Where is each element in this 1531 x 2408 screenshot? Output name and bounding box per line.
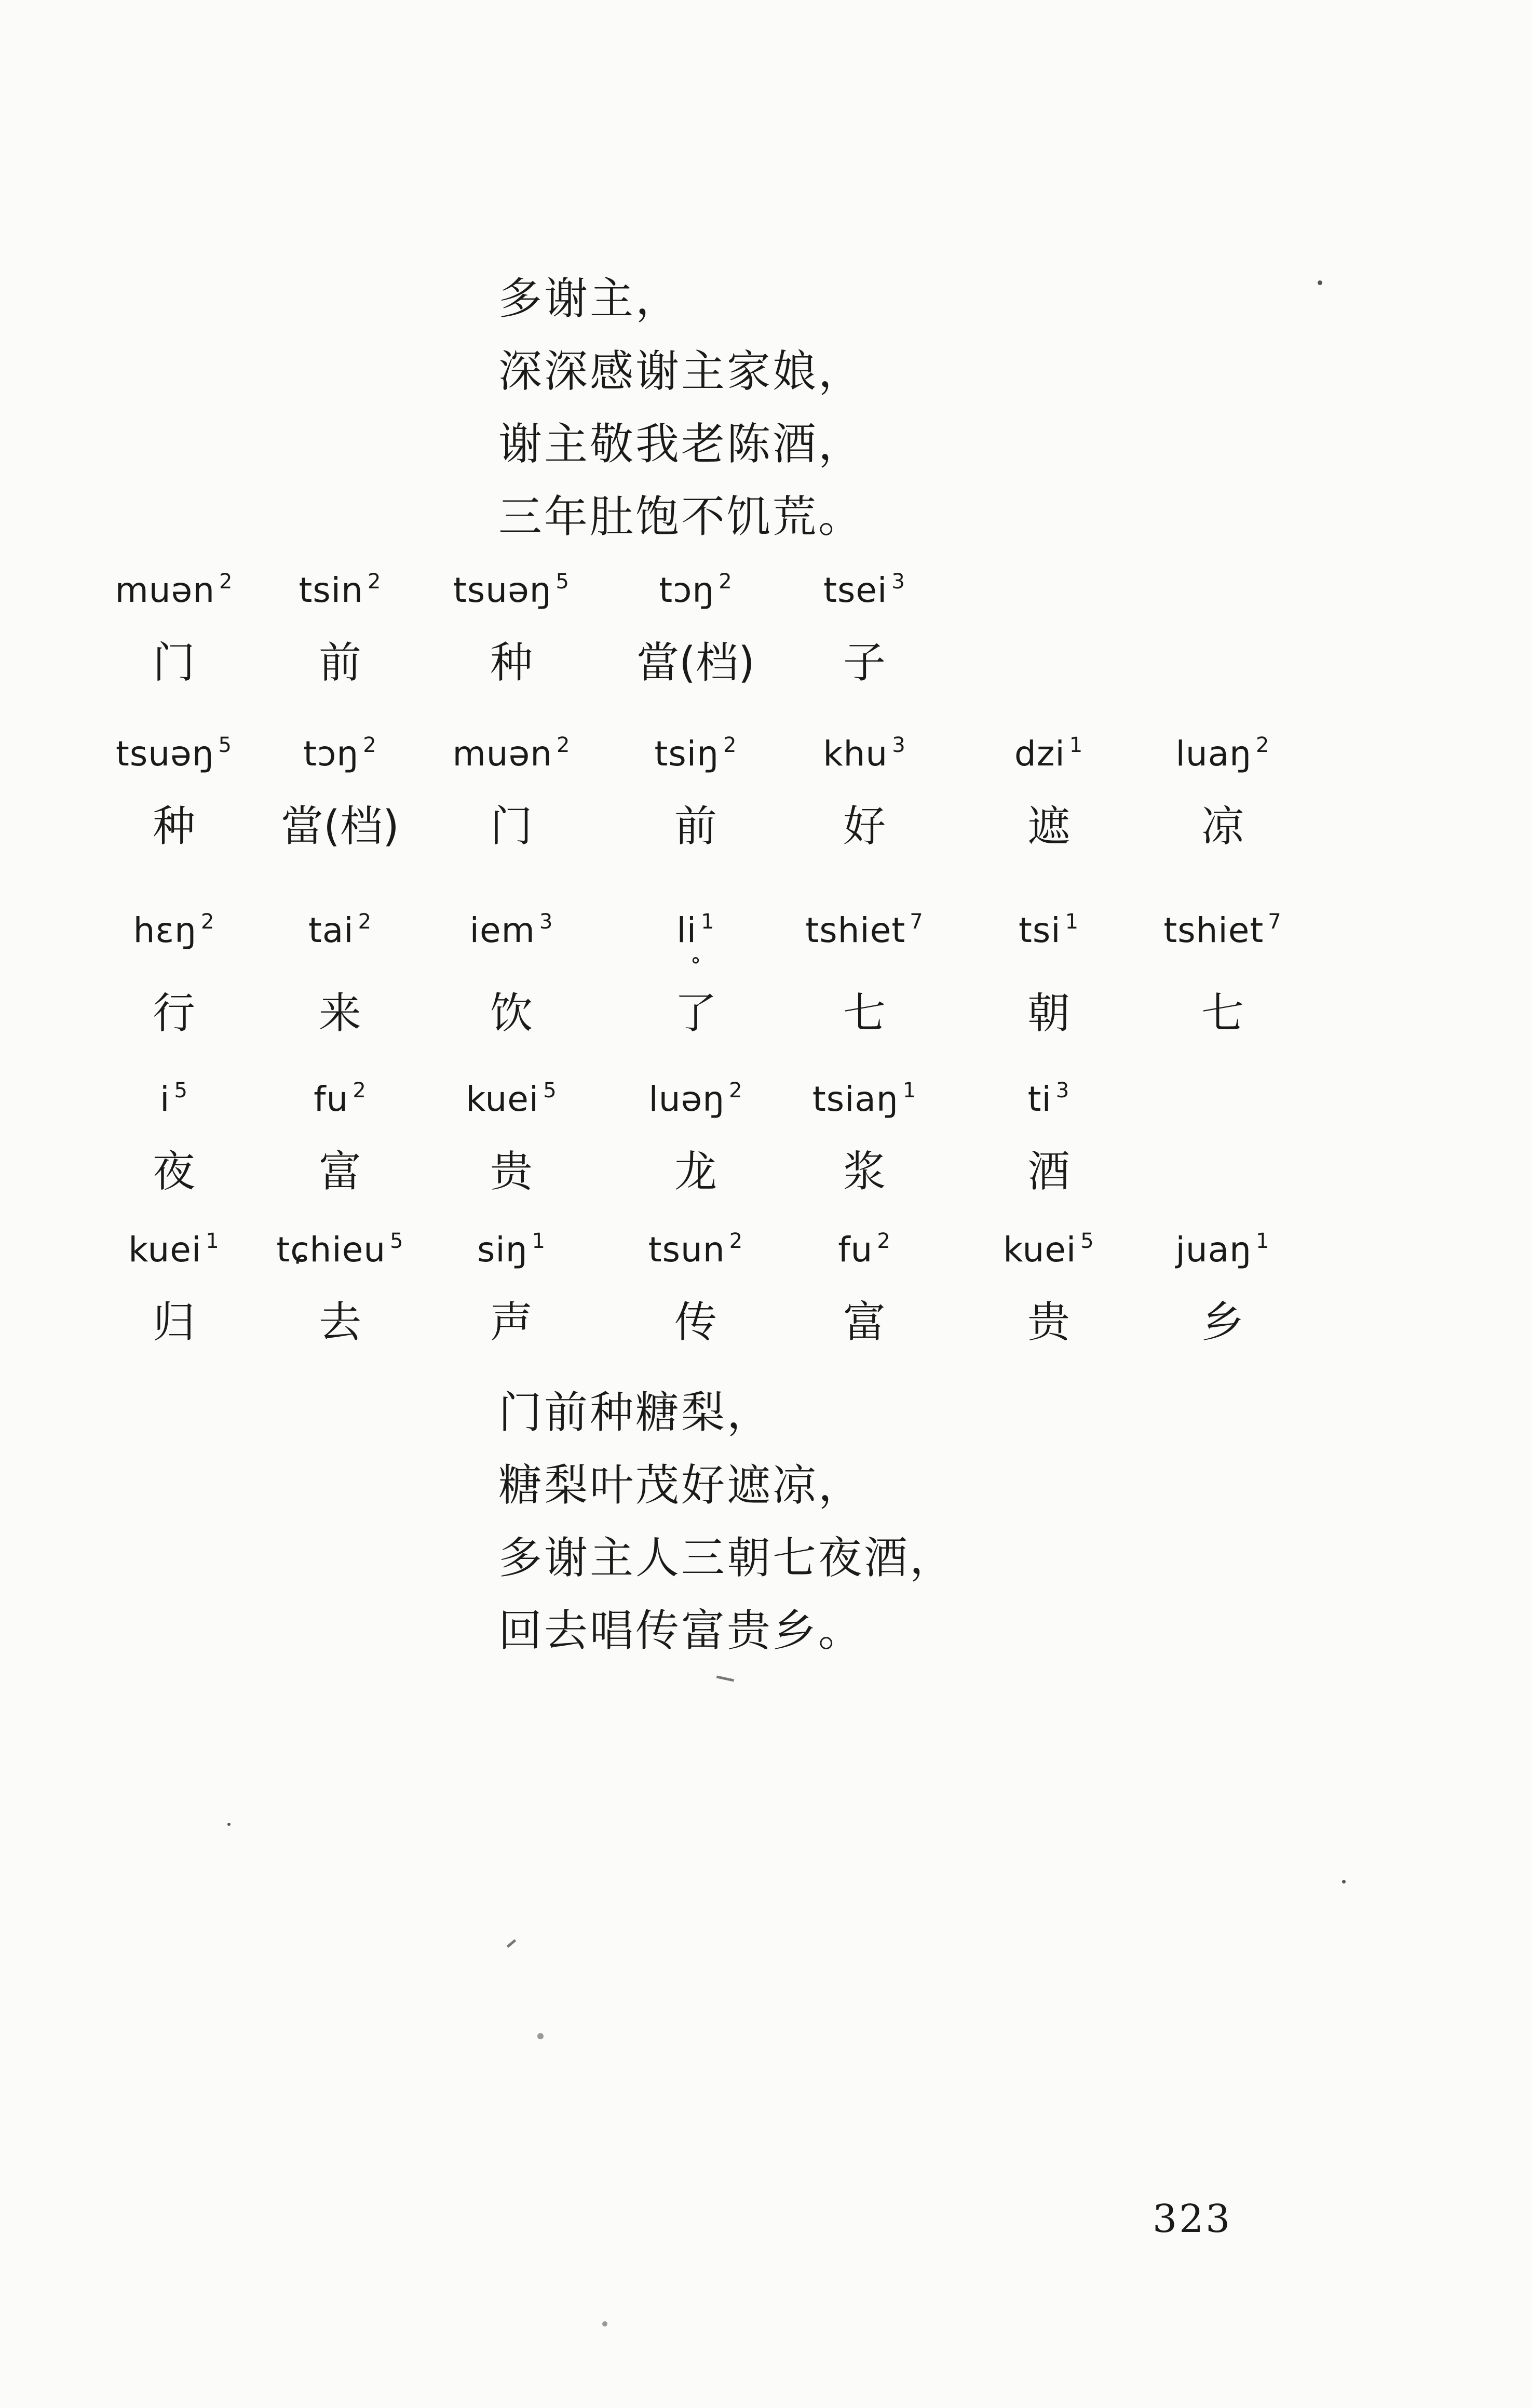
scan-mark (716, 1676, 734, 1682)
hanzi: 传 (674, 1298, 717, 1347)
gloss-cell (955, 724, 1142, 853)
romanization (771, 1070, 958, 1120)
tone-number: 2 (219, 570, 233, 594)
hanzi: 来 (318, 989, 361, 1038)
scan-speck (537, 2033, 544, 2039)
verse-line: 多谢主， (498, 273, 682, 324)
syllable: fu (314, 1079, 349, 1119)
tone-number: 5 (556, 570, 570, 594)
hanzi: 酒 (1027, 1147, 1070, 1196)
hanzi: 了 (674, 989, 717, 1038)
tone-number: 1 (1069, 733, 1083, 757)
syllable: tshiet (1163, 910, 1264, 950)
gloss-cell (771, 1220, 958, 1349)
tone-number: 1 (701, 910, 715, 934)
tone-number: 1 (902, 1079, 917, 1102)
scan-speck (227, 1823, 231, 1826)
romanization (418, 561, 605, 611)
tone-number: 2 (363, 733, 377, 757)
tone-number: 2 (358, 910, 372, 934)
gloss-cell (602, 724, 789, 853)
page-number: 323 (1153, 2197, 1232, 2241)
scan-speck (602, 2321, 607, 2326)
syllable: kuei (466, 1079, 539, 1119)
romanization (418, 1070, 605, 1120)
gloss-cell (771, 901, 958, 1040)
syllable: i (160, 1079, 170, 1119)
gloss-cell (602, 561, 789, 689)
romanization (955, 1220, 1142, 1271)
hanzi: 遮 (1027, 802, 1070, 851)
verse-top (498, 262, 864, 553)
tone-number: 3 (891, 570, 905, 594)
gloss-cell (247, 1220, 433, 1349)
gloss-cell (955, 901, 1142, 1040)
hanzi: 富 (318, 1147, 361, 1196)
syllable: tshiet (805, 910, 906, 950)
hanzi: 七 (1201, 989, 1244, 1038)
romanization (247, 724, 433, 775)
hanzi: 贵 (490, 1147, 533, 1196)
hanzi: 當(档) (636, 638, 755, 688)
verse-line: 深深感谢主家娘， (498, 346, 864, 397)
gloss-cell (418, 1220, 605, 1349)
syllable: li (676, 910, 697, 950)
gloss-cell (955, 1220, 1142, 1349)
hanzi: 去 (318, 1298, 361, 1347)
tone-number: 1 (1065, 910, 1079, 934)
gloss-cell (1129, 901, 1316, 1040)
romanization (602, 724, 789, 775)
tone-number: 2 (877, 1229, 891, 1253)
syllable: kuei (128, 1230, 202, 1270)
romanization (247, 1070, 433, 1120)
syllable: tai (308, 910, 354, 950)
romanization (247, 1220, 433, 1271)
romanization (771, 561, 958, 611)
romanization (602, 1220, 789, 1271)
syllable: juaŋ (1175, 1230, 1252, 1270)
syllable: luaŋ (1175, 734, 1252, 774)
tone-number: 5 (218, 733, 232, 757)
syllable: tsei (823, 570, 888, 610)
romanization (1129, 901, 1316, 951)
syllable: tsuəŋ (453, 570, 552, 610)
verse-line: 糖梨叶茂好遮凉， (498, 1460, 864, 1511)
gloss-cell (418, 1070, 605, 1198)
tone-number: 7 (1268, 910, 1282, 934)
romanization (247, 901, 433, 951)
romanization (247, 561, 433, 611)
romanization (80, 1220, 267, 1271)
hanzi: 七 (843, 989, 886, 1038)
gloss-cell (955, 1070, 1142, 1198)
romanization (955, 724, 1142, 775)
tone-number: 2 (719, 570, 733, 594)
hanzi: 乡 (1201, 1298, 1244, 1347)
romanization (1129, 1220, 1316, 1271)
syllable: muən (452, 734, 553, 774)
syllable: tsiŋ (654, 734, 719, 774)
verse-line: 多谢主人三朝七夜酒， (498, 1532, 956, 1583)
tone-number: 3 (1055, 1079, 1070, 1102)
hanzi: 龙 (674, 1147, 717, 1196)
gloss-cell (771, 1070, 958, 1198)
romanization (80, 1070, 267, 1120)
syllable: ti (1027, 1079, 1052, 1119)
syllable: tsun (648, 1230, 725, 1270)
gloss-cell (80, 901, 267, 1040)
tone-number: 1 (206, 1229, 220, 1253)
hanzi: 种 (152, 802, 195, 851)
hanzi: 贵 (1027, 1298, 1070, 1347)
gloss-cell (1129, 1220, 1316, 1349)
romanization (418, 1220, 605, 1271)
romanization (418, 901, 605, 951)
syllable: luəŋ (648, 1079, 725, 1119)
tone-number: 7 (910, 910, 924, 934)
gloss-cell (418, 561, 605, 689)
syllable: muən (115, 570, 215, 610)
tone-number: 5 (174, 1079, 188, 1102)
romanization (955, 901, 1142, 951)
syllable: fu (838, 1230, 873, 1270)
tone-number: 2 (1256, 733, 1270, 757)
hanzi: 前 (318, 638, 361, 688)
syllable: khu (823, 734, 888, 774)
gloss-cell (80, 1070, 267, 1198)
romanization (602, 1070, 789, 1120)
verse-line: 回去唱传富贵乡。 (498, 1605, 864, 1656)
gloss-cell (247, 561, 433, 689)
verse-line: 门前种糖梨， (498, 1387, 773, 1438)
hanzi: 门 (152, 638, 195, 688)
hanzi: 夜 (152, 1147, 195, 1196)
hanzi: 富 (843, 1298, 886, 1347)
scan-speck (1342, 1880, 1346, 1884)
annotation-mark: ° (690, 954, 701, 978)
hanzi: 种 (490, 638, 533, 688)
gloss-cell (418, 901, 605, 1040)
tone-number: 1 (1256, 1229, 1270, 1253)
syllable: tsuəŋ (116, 734, 214, 774)
gloss-cell (771, 724, 958, 853)
tone-number: 5 (1080, 1229, 1094, 1253)
tone-number: 1 (532, 1229, 546, 1253)
syllable: kuei (1003, 1230, 1077, 1270)
tone-number: 2 (557, 733, 571, 757)
romanization (1129, 724, 1316, 775)
gloss-cell (80, 1220, 267, 1349)
hanzi: 子 (843, 638, 886, 688)
syllable: tɔŋ (659, 570, 715, 610)
hanzi: 饮 (490, 989, 533, 1038)
syllable: tsiaŋ (812, 1079, 899, 1119)
gloss-cell (602, 1220, 789, 1349)
scan-mark (507, 1939, 517, 1948)
gloss-cell (602, 901, 789, 1040)
hanzi: 凉 (1201, 802, 1244, 851)
verse-bottom (498, 1376, 955, 1667)
hanzi: 前 (674, 802, 717, 851)
romanization (955, 1070, 1142, 1120)
tone-number: 3 (892, 733, 906, 757)
romanization (80, 724, 267, 775)
gloss-cell (602, 1070, 789, 1198)
gloss-cell (247, 1070, 433, 1198)
tone-number: 2 (723, 733, 737, 757)
tone-number: 2 (353, 1079, 367, 1102)
romanization (602, 901, 789, 951)
syllable: tsin (299, 570, 363, 610)
gloss-cell (247, 901, 433, 1040)
syllable: iem (469, 910, 535, 950)
gloss-cell (80, 561, 267, 689)
hanzi: 声 (490, 1298, 533, 1347)
romanization (602, 561, 789, 611)
hanzi: 行 (152, 989, 195, 1038)
gloss-cell (1129, 724, 1316, 853)
gloss-cell (80, 724, 267, 853)
verse-line: 三年肚饱不饥荒。 (498, 491, 864, 542)
syllable: tsi (1018, 910, 1061, 950)
hanzi: 归 (152, 1298, 195, 1347)
tone-number: 3 (539, 910, 553, 934)
tone-number: 5 (543, 1079, 557, 1102)
romanization (80, 901, 267, 951)
romanization (771, 901, 958, 951)
hanzi: 當(档) (281, 802, 399, 851)
syllable: siŋ (477, 1230, 528, 1270)
romanization (418, 724, 605, 775)
romanization (771, 724, 958, 775)
tone-number: 5 (390, 1229, 404, 1253)
tone-number: 2 (729, 1079, 743, 1102)
syllable: hɛŋ (133, 910, 197, 950)
hanzi: 好 (843, 802, 886, 851)
hanzi: 浆 (843, 1147, 886, 1196)
verse-line: 谢主敬我老陈酒， (498, 419, 864, 469)
syllable: dzi (1014, 734, 1065, 774)
syllable: tɔŋ (303, 734, 359, 774)
gloss-cell (771, 561, 958, 689)
hanzi: 朝 (1027, 989, 1070, 1038)
tone-number: 2 (200, 910, 215, 934)
romanization (80, 561, 267, 611)
scan-speck (1318, 280, 1322, 285)
tone-number: 2 (367, 570, 382, 594)
gloss-cell (247, 724, 433, 853)
gloss-cell (418, 724, 605, 853)
romanization (771, 1220, 958, 1271)
tone-number: 2 (729, 1229, 743, 1253)
hanzi: 门 (490, 802, 533, 851)
syllable: tɕhieu (276, 1230, 386, 1270)
